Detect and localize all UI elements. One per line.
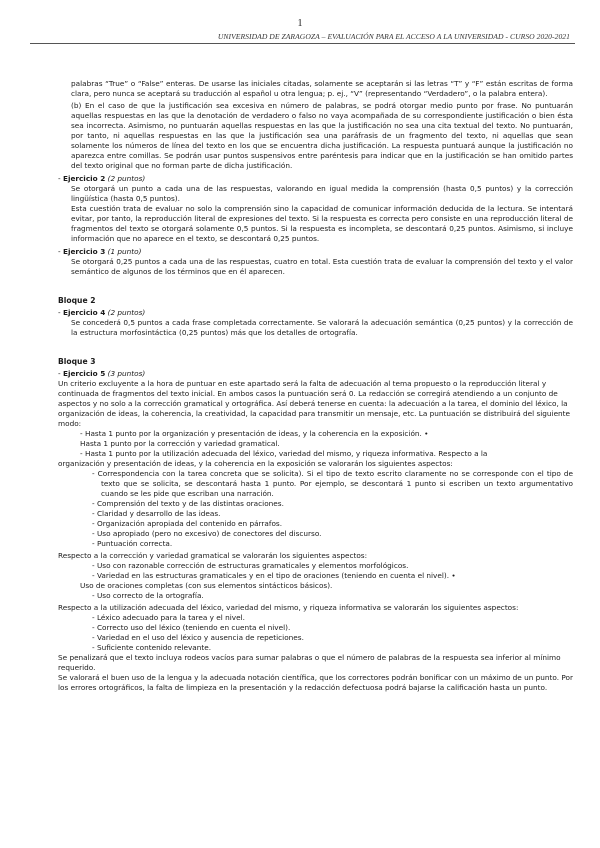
lex-item: - Correcto uso del léxico (teniendo en cuenta el nivel). — [92, 623, 291, 632]
ejercicio-3-heading — [58, 247, 573, 257]
ejercicio-2-paragraph-b: Esta cuestión trata de evaluar no solo la comprensión sino la capacidad de comunicar información deducida de la lectura. Se intentará evitar, por tanto, la reproducción literal de expresiones del texto. Si la respuesta es correcta pero consiste en una reproducción literal de fragmentos del texto se otorgará solamente 0,5 puntos. Si la respuesta es incompleta, se descontará 0,25 puntos. Asimismo, si incluye información que no aparece en el texto, se descontará 0,25 puntos. — [71, 204, 573, 243]
org-item: - Organización apropiada del contenido en párrafos. — [92, 519, 283, 528]
dist-item: - Hasta 1 punto por la utilización adecuada del léxico, variedad del mismo, y riqueza informativa. Respecto a la — [80, 449, 488, 458]
dist-item: - Hasta 1 punto por la organización y presentación de ideas, y la coherencia en la exposición. • — [80, 429, 429, 438]
dash: - — [58, 369, 63, 378]
org-item: - Correspondencia con la tarea concreta que se solicita). Si el tipo de texto escrito claramente no se corresponde con el tipo de texto que se solicita, se descontará hasta 1 punto. Por ejemplo, se descontará 1 punto si escriben un texto argumentativo cuando se les pide que escriban una narración. — [92, 469, 573, 498]
intro-paragraph-a: palabras “True” o “False” enteras. De usarse las iniciales citadas, solamente se aceptarán si las letras “T” y “F” están escritas de forma clara, pero nunca se aceptará su traducción al español u otra lengua; p. ej., “V” (representando “Verdadero”, o la palabra entera). — [71, 79, 573, 98]
dash: - — [58, 174, 63, 183]
bloque-3-title: Bloque 3 — [58, 357, 96, 366]
gram-item: - Uso con razonable corrección de estructuras gramaticales y elementos morfológicos. — [92, 561, 409, 570]
header-rule — [30, 43, 575, 44]
ejercicio-4-text: Se concederá 0,5 puntos a cada frase completada correctamente. Se valorará la adecuación semántica (0,25 puntos) y la corrección de la estructura morfosintáctica (0,25 puntos) más que los detalles de ortografía. — [71, 318, 573, 337]
lex-item: - Léxico adecuado para la tarea y el nivel. — [92, 613, 245, 622]
page-number: 1 — [297, 18, 303, 29]
gram-item: - Uso correcto de la ortografía. — [92, 591, 204, 600]
intro-paragraph-b: (b) En el caso de que la justificación sea excesiva en número de palabras, se podrá otorgar medio punto por frase. No puntuarán aquellas respuestas en las que la denotación de verdadero o falso no vaya acompañada de su correspondiente justificación o bien ésta sea incorrecta. Asimismo, no puntuarán aquellas respuestas en las que la justificación no sea una cita textual del texto. No puntuarán, por tanto, ni aquellas respuestas en las que la justificación sea una paráfrasis de un fragmento del texto, ni aquellas que sean solamente los números de línea del texto en los que se encuentra dicha justificación. La respuesta puntuará aunque la justificación no aparezca entre comillas. Se podrán usar puntos suspensivos entre paréntesis para indicar que en la justificación se han omitido partes del texto original que no forman parte de dicha justificación. — [71, 101, 573, 170]
ejercicio-4-title: Ejercicio 4 — [62, 308, 106, 317]
ejercicio-2-heading — [58, 174, 573, 184]
ejercicio-5-heading — [58, 369, 573, 379]
dash: - — [58, 247, 63, 256]
org-item: - Comprensión del texto y de las distintas oraciones. — [92, 499, 284, 508]
ejercicio-3-points: (1 punto) — [107, 247, 142, 256]
ejercicio-4-heading — [58, 308, 573, 318]
gram-item: - Variedad en las estructuras gramaticales y en el tipo de oraciones (teniendo en cuenta el nivel). • — [92, 571, 456, 580]
dist-item-continuation: organización y presentación de ideas, y la coherencia en la exposición se valorarán los siguientes aspectos: — [58, 459, 453, 468]
ejercicio-3-text: Se otorgará 0,25 puntos a cada una de las respuestas, cuatro en total. Esta cuestión trata de evaluar la comprensión del texto y el valor semántico de algunos de los términos que en él aparecen. — [71, 257, 573, 276]
ejercicio-2-title: Ejercicio 2 — [62, 174, 106, 183]
org-item: - Uso apropiado (pero no excesivo) de conectores del discurso. — [92, 529, 322, 538]
document-body — [58, 79, 573, 693]
gram-intro: Respecto a la corrección y variedad gramatical se valorarán los siguientes aspectos: — [58, 551, 368, 560]
dist-item: Hasta 1 punto por la corrección y variedad gramatical. — [80, 439, 280, 448]
final-paragraph: Se valorará el buen uso de la lengua y la adecuada notación científica, que los correctores podrán bonificar con un máximo de un punto. Por los errores ortográficos, la falta de limpieza en la presentación y la redacción defectuosa podrá bajarse la calificación hasta un punto. — [58, 673, 573, 692]
gram-item: Uso de oraciones completas (con sus elementos sintácticos básicos). — [80, 581, 333, 590]
ejercicio-5-points: (3 puntos) — [107, 369, 146, 378]
dash: - — [58, 308, 63, 317]
ejercicio-3-title: Ejercicio 3 — [62, 247, 106, 256]
ejercicio-5-title: Ejercicio 5 — [62, 369, 106, 378]
ejercicio-5-intro: Un criterio excluyente a la hora de puntuar en este apartado será la falta de adecuación al tema propuesto o la reproducción literal y continuada de fragmentos del texto inicial. En ambos casos la puntuación será 0. La redacción se corregirá atendiendo a un conjunto de aspectos y no solo a la corrección gramatical y ortográfica. Así deberá tenerse en cuenta: la adecuación a la tarea, el dominio del léxico, la organización de ideas, la coherencia, la creatividad, la capacidad para transmitir un mensaje, etc. La puntuación se distribuirá del siguiente modo: — [58, 379, 571, 428]
ejercicio-2-points: (2 puntos) — [107, 174, 146, 183]
lex-item: - Suficiente contenido relevante. — [92, 643, 212, 652]
org-item: - Claridad y desarrollo de las ideas. — [92, 509, 221, 518]
ejercicio-2-paragraph-a: Se otorgará un punto a cada una de las respuestas, valorando en igual medida la comprensión (hasta 0,5 puntos) y la corrección lingüística (hasta 0,5 puntos). — [71, 184, 573, 203]
page-header: UNIVERSIDAD DE ZARAGOZA – EVALUACIÓN PARA EL ACCESO A LA UNIVERSIDAD - CURSO 2020-2021 — [217, 32, 570, 41]
lex-intro: Respecto a la utilización adecuada del léxico, variedad del mismo, y riqueza informativa se valorarán los siguientes aspectos: — [58, 603, 519, 612]
penalty-paragraph: Se penalizará que el texto incluya rodeos vacíos para sumar palabras o que el número de palabras de la respuesta sea inferior al mínimo requerido. — [58, 653, 561, 672]
lex-item: - Variedad en el uso del léxico y ausencia de repeticiones. — [92, 633, 304, 642]
org-item: - Puntuación correcta. — [92, 539, 173, 548]
ejercicio-4-points: (2 puntos) — [107, 308, 146, 317]
bloque-2-title: Bloque 2 — [58, 296, 96, 305]
